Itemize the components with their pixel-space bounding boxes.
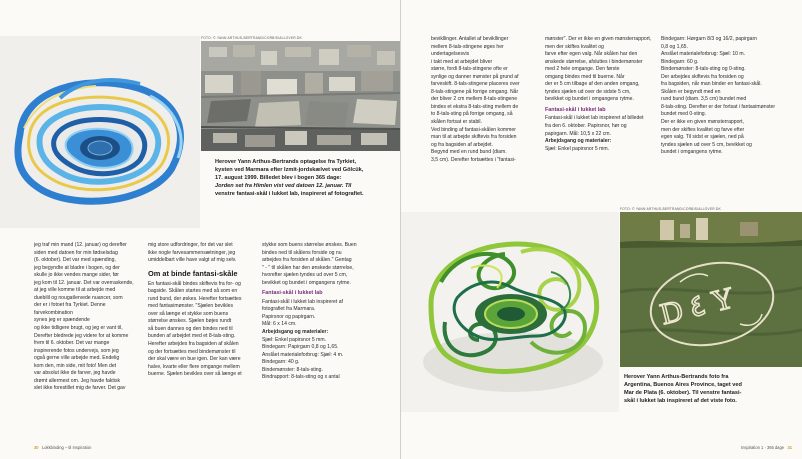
body-line: 0,8 og 1,65. (661, 43, 688, 50)
caption-line: 17. august 1999. Billedet blev i bogen 365 dage: (215, 175, 342, 182)
body-line: papirgarn. Mål: 10,5 x 22 cm. (545, 130, 611, 137)
body-line: bevikket og bundet i omgangens rytme. (262, 279, 351, 286)
body-line: Bindegarn: Hørgarn 8/3 og 16/2, papirgarn (661, 36, 757, 42)
body-line: rund bund, der øskes. Herefter fortsættes (148, 295, 242, 302)
body-line: inspirerende fotos undervejs, som jeg (34, 347, 119, 354)
caption-line: Herover Yann Arthus-Bertrands foto fra (624, 374, 729, 380)
body-line: Der arbejdes skiftevis fra forsiden og (661, 73, 744, 80)
body-line: der skal være en bue igen. Der kan være (148, 356, 241, 363)
right-body-column-2 (545, 36, 659, 153)
body-line: hvorefter sjælen tyndes ud over 5 cm, (262, 272, 348, 279)
body-line: i takt med at arbejdet bliver (431, 58, 493, 65)
body-line: Bindegarn: Papirgarn 0,8 og 1,65. (262, 344, 339, 351)
body-line: bundet med 0-sting. (661, 111, 707, 118)
body-line: buerne. Sjælen bevikles over så længe et (148, 371, 242, 378)
body-line: var absolut ikke de farver, jeg havde (34, 370, 116, 377)
body-line: bevikket og bundet i omgangens rytme. (545, 96, 634, 103)
body-line: Bindegarn: 40 g. (262, 359, 300, 366)
body-line: mønster". Der er ikke en given mønsterrapport, (545, 36, 652, 42)
right-body-column-1 (431, 36, 543, 164)
body-line: jeg kom til 12. januar. Det var overraskende, (34, 279, 134, 286)
body-line: der er i fotoet fra Tyrkiet. Denne farvekombination (34, 302, 106, 316)
body-line: større, fordi 8-tals-stingene ofte er (431, 66, 508, 73)
folio-right (741, 445, 792, 450)
body-line: kom den, min side, mit foto! Men det (34, 362, 117, 369)
folio-left (34, 445, 91, 450)
body-line: fra bagsiden, når man binder en fantasi-skål. (661, 81, 762, 88)
body-line: Fantasi-skål i lukket lab inspireret af (262, 298, 343, 305)
body-line: stykke som buens størrelse ønskes. Buen (262, 242, 357, 248)
body-line: Derefter bledrede jeg videre for at komme (34, 332, 129, 339)
body-line: synes jeg er spændende (34, 317, 90, 324)
body-line: egen valg. Til sidst er sjælen, ned på (661, 134, 744, 141)
body-line: drømt allermest om. Jeg havde faktisk (34, 377, 121, 384)
body-line: også gerne ville arbejde med. Endelig (34, 355, 120, 362)
body-line: ønskede størrelse, afsluttes i bindemønster (545, 58, 643, 65)
photo-credit-left: FOTO: © YANN ARTHUS-BERTRAND/CORBIS/ALLOVER.DK (201, 36, 302, 40)
caption-line: kysten ved Marmara efter Izmit-jordskælvet ved Gölcük, (215, 167, 364, 174)
body-line: Begynd med en rund bund (diam. (431, 149, 507, 156)
body-line: frem til 6. oktober. Det var mange (34, 340, 110, 347)
body-line: ikke nogle farvesammensætninger, jeg (148, 249, 236, 256)
caption-line: skål i lukket lab inspireret af det viste foto. (624, 398, 737, 405)
body-line: Herefter arbejdes fra bagsiden af skålen (148, 341, 239, 348)
page-number: 30 (34, 445, 39, 450)
caption-line: venstre fantasi-skål i lukket lab, inspireret af fotografiet. (215, 191, 364, 198)
blue-bowl-image (0, 36, 200, 228)
body-line: duebilil og nougatlervede nuancer, som (34, 294, 123, 301)
body-line: farve efter egen valg. Når skålen har den (545, 51, 638, 58)
body-line: man til at arbejde skiftevis fra forsiden (431, 134, 517, 141)
left-body-column-1 (34, 242, 142, 393)
body-line: to 8-tals-sting på forrige omgang, så (431, 111, 513, 118)
body-line: men der skiftes kvalitet og (545, 43, 604, 50)
body-line: En fantasi-skål bindes skiftevis fra for- og (148, 280, 241, 287)
right-page (401, 0, 802, 459)
body-line: rund bund (diam. 3,5 cm) bundet med (661, 96, 747, 103)
body-line: arbejdes fra forsiden af skålen." Gentag (262, 257, 352, 264)
body-line: skålen fortsat er stabil. (431, 119, 482, 126)
argentina-aerial-photo (620, 212, 802, 367)
body-line: og ikke tidligere brugt, og jeg er vant til, (34, 325, 123, 332)
folio-text: Inspiration 1 · 365 dage (741, 445, 785, 450)
body-line: bundet i omgangens rytme. (661, 149, 723, 156)
body-line: bindes et ekstra 8-tals-sting mellem de (431, 103, 519, 110)
caption-line: Jorden set fra Himlen vist ved datoen 12. januar. Til (215, 183, 352, 190)
left-page (0, 0, 400, 459)
turkey-aerial-image (201, 41, 400, 151)
body-line: fotografiet fra Marmara. (262, 306, 316, 313)
body-line: Sjæl: Enkel papirsnor 5 mm. (545, 145, 609, 152)
body-line: 3,5 cm). Derefter fortsættes i "fantasi- (431, 156, 516, 163)
body-line: Anslået materialeforbrug: Sjæl: 4 m. (262, 351, 344, 358)
body-line: 8-tals-stingene på forrige omgang. Når (431, 88, 519, 95)
body-line: (6. oktober). Det var med spænding, (34, 257, 116, 264)
body-line: jeg traf min mand (12. januar) og derefter (34, 242, 127, 248)
body-line: Papirsnor og papirgarn. (262, 313, 316, 320)
left-body-column-2 (148, 242, 256, 379)
blue-bowl-photo (0, 36, 200, 228)
body-line: fra den 6. oktober. Papirsnor, hør og (545, 122, 627, 129)
argentina-aerial-image (620, 212, 802, 367)
turkey-aerial-photo (201, 41, 400, 151)
body-line: Der er ikke en given mønsterrapport, (661, 119, 744, 126)
body-line: og der fortsættes med bindemønster til (148, 348, 236, 355)
body-line: Bindegarn: 60 g. (661, 58, 699, 65)
right-body-column-3 (661, 36, 779, 157)
materials-heading: Arbejdsgang og materialer: (262, 328, 329, 335)
left-body-column-3 (262, 242, 374, 382)
aerial-lettering: D ٤ Y (657, 281, 738, 332)
photo-caption-left (215, 158, 397, 198)
body-line: Sjæl: Enkel papirsnor 5 mm. (262, 336, 326, 343)
caption-line: Mar de Plata (6. oktober). Til venstre fantasi- (624, 390, 742, 397)
subsection-heading: Fantasi-skål i lukket lab (545, 106, 606, 113)
body-line: tyndes sjælen ud over 5 cm, bevikket og (661, 141, 752, 148)
materials-heading: Arbejdsgang og materialer: (545, 138, 612, 145)
body-line: og fra bagsiden af arbejdet. (431, 141, 494, 148)
body-line: jeg begyndte at bladre i bogen, og der (34, 264, 120, 271)
body-line: med fantasimønster. "Sjælen bevikles (148, 303, 234, 310)
body-line: at jeg ville komme til at arbejde med (34, 287, 116, 294)
photo-credit-right: FOTO: © YANN ARTHUS-BERTRAND/CORBIS/ALLOVER.DK (620, 207, 721, 211)
body-line: Bindemønster: 8-tals-sting. (262, 366, 323, 373)
green-bowl-image (401, 212, 619, 412)
body-line: størrelse ønskes. Sjælen bøjes rundt (148, 318, 232, 325)
body-line: Anslået materialeforbrug: Sjæl: 10 m. (661, 51, 746, 58)
body-line: halve, kvarte eller flere omgange mellem (148, 363, 240, 370)
body-line: synlige og danner mønster på grund af (431, 73, 519, 80)
folio-text: Lokkbinding – til Inspiration (41, 445, 92, 450)
page-number: 31 (787, 445, 792, 450)
caption-line: Argentina, Buenos Aires Province, taget ved (624, 382, 742, 389)
body-line: Bindemønster: 8-tals-sting og 0-sting. (661, 66, 746, 73)
body-line: slet ikke forestillet mig de farver. Det gav (34, 385, 126, 392)
body-line: så buen dannes og den bindes ned til (148, 325, 233, 332)
body-line: med 2 hele omgange. Den første (545, 66, 620, 73)
body-line: Ved binding af fantasi-skålen kommer (431, 126, 516, 133)
body-line: Skålen er begyndt med en (661, 88, 721, 95)
body-line: omgang bindes med til buerne. Når (545, 73, 625, 80)
caption-line: Herover Yann Arthus-Bertrands optagelse fra Tyrkiet, (215, 159, 357, 165)
body-line: bevikllinger. Antallet af bevikllinger (431, 36, 509, 42)
subsection-heading: Fantasi-skål i lukket lab (262, 290, 323, 297)
body-line: men der skiftes kvalitet og farve efter (661, 126, 745, 133)
body-line: " - " til skålen har den ønskede størrelse, (262, 264, 354, 271)
body-line: farveskift. 8-tals-stingene placeres over (431, 81, 520, 88)
body-line: mellem 8-tals-stingene øges her undertagelsesvis (431, 43, 504, 58)
body-line: Fantasi-skål i lukket lab inspireret af billedet (545, 115, 644, 122)
photo-caption-right (624, 373, 800, 405)
body-line: tyndes sjælen ud over de sidste 5 cm, (545, 88, 631, 95)
body-line: 8-tals-sting. Derefter er der fortsat i fantasimønster (661, 103, 776, 110)
body-line: over så længe et stykke som buens (148, 310, 229, 317)
body-line: der bliver 2 cm mellem 8-tals-stingene (431, 96, 518, 103)
body-line: skulle jo ikke vendes mange sider, før (34, 272, 119, 279)
body-line: bagside. Skålen startes med så som en (148, 288, 238, 295)
body-line: siden med datoen for min fødselsdag (34, 249, 118, 256)
body-line: bindes ned til skålens forside og nu (262, 249, 342, 256)
body-line: Bindrapport: 8-tals-sting og x antal (262, 374, 340, 381)
body-line: Mål: 6 x 14 cm. (262, 321, 297, 328)
body-line: der er 5 cm tilbage af den anden omgang, (545, 81, 640, 88)
body-line: umiddelbart ville have valgt af mig selv. (148, 257, 237, 264)
green-bowl-photo (401, 212, 619, 412)
section-heading: Om at binde fantasi-skåle (148, 268, 238, 278)
body-line: bunden af arbejdet med et 8-tals-sting. (148, 333, 236, 340)
body-line: mig store udfordringer, for det var slet (148, 242, 233, 248)
